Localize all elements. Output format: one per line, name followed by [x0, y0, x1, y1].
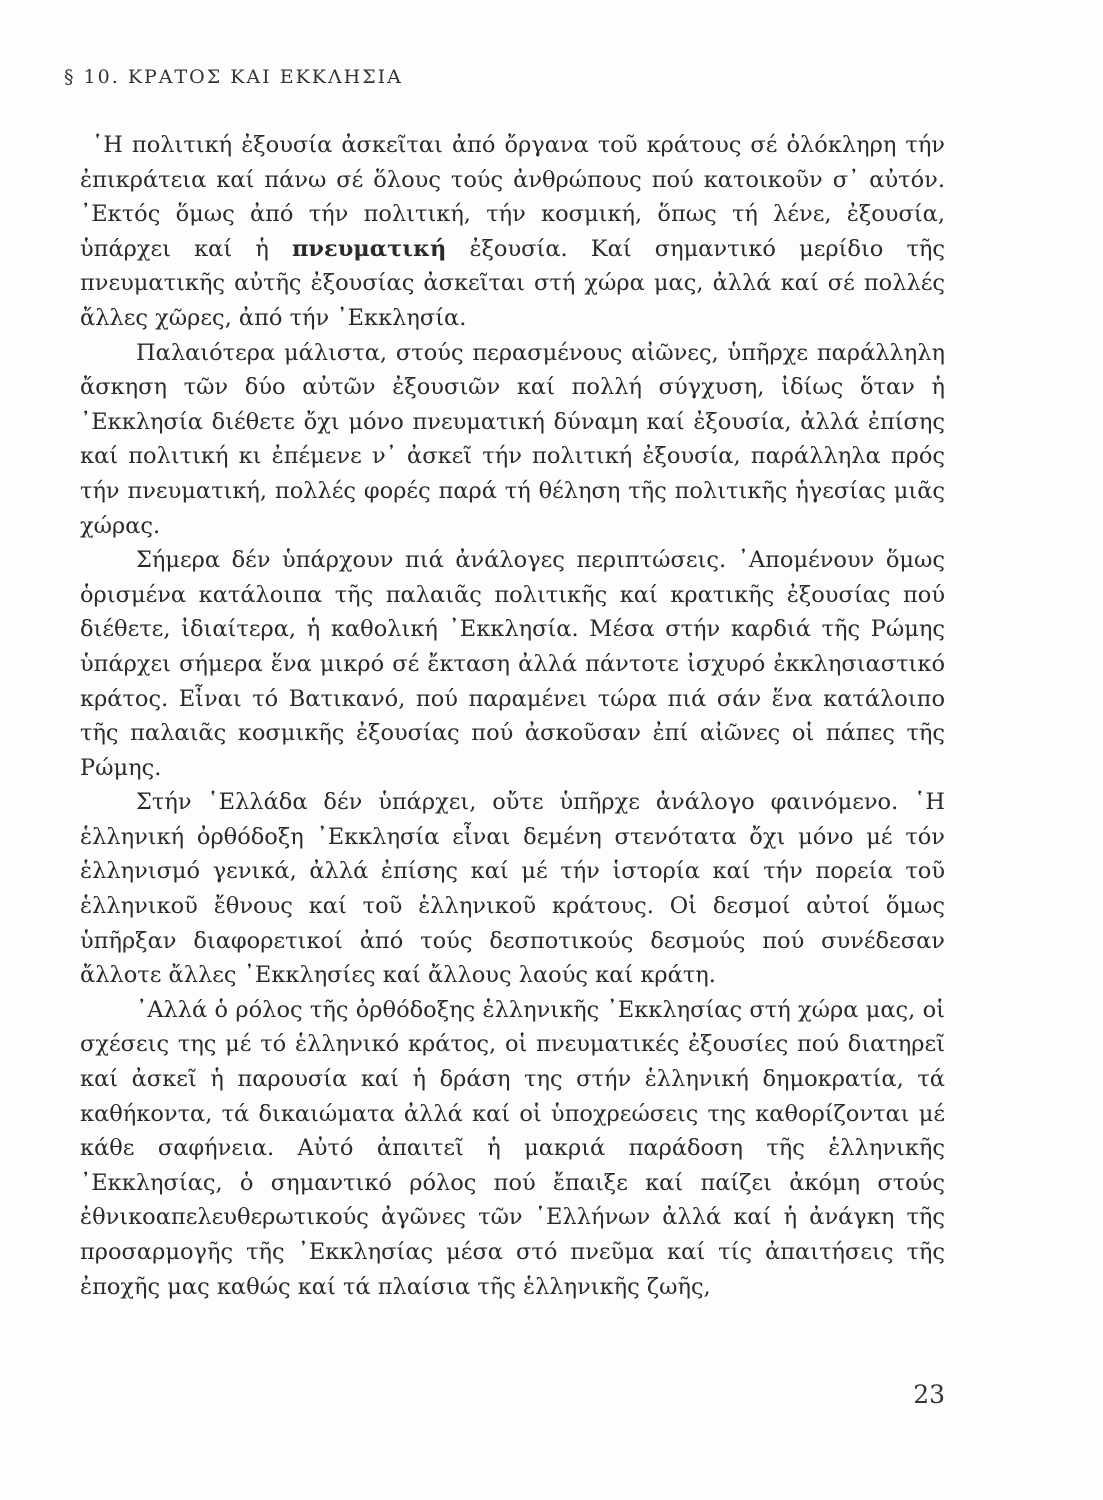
- section-number: § 10.: [64, 66, 120, 88]
- paragraph-5: ᾽Αλλά ὁ ρόλος τῆς ὀρθόδοξης ἑλληνικῆς ᾽Εκκλησίας στή χώρα μας, οἱ σχέσεις της μέ τό ἑλληνικό κράτος, οἱ πνευματικές ἐξουσίες πού διατηρεῖ καί ἀσκεῖ ἡ παρουσία καί ἡ δράση της στήν ἑλληνική δημοκρατία, τά καθήκοντα, τά δικαιώματα ἀλλά καί οἱ ὑποχρεώσεις της καθορίζονται μέ κάθε σαφήνεια. Αὐτό ἀπαιτεῖ ἡ μακριά παράδοση τῆς ἑλληνικῆς ᾽Εκκλησίας, ὁ σημαντικό ρόλος πού ἔπαιξε καί παίζει ἀκόμη στούς ἐθνικοαπελευθερωτικούς ἀγῶνες τῶν ῾Ελλήνων ἀλλά καί ἡ ἀνάγκη τῆς προσαρμογῆς τῆς ᾽Εκκλησίας μέσα στό πνεῦμα καί τίς ἀπαιτήσεις τῆς ἐποχῆς μας καθώς καί τά πλαίσια τῆς ἑλληνικῆς ζωῆς,: [80, 996, 945, 1300]
- emphasized-term: πνευματική: [291, 235, 447, 262]
- paragraph-4: Στήν ῾Ελλάδα δέν ὑπάρχει, οὔτε ὑπῆρχε ἀνάλογο φαινόμενο. ῾Η ἑλληνική ὀρθόδοξη ᾽Εκκλησία εἶναι δεμένη στενότατα ὄχι μόνο μέ τόν ἑλληνισμό γενικά, ἀλλά ἐπίσης καί μέ τήν ἱστορία καί τήν πορεία τοῦ ἑλληνικοῦ ἔθνους καί τοῦ ἑλληνικοῦ κράτους. Οἱ δεσμοί αὐτοί ὅμως ὑπῆρξαν διαφορετικοί ἀπό τούς δεσποτικούς δεσμούς πού συνέδεσαν ἄλλοτε ἄλλες ᾽Εκκλησίες καί ἄλλους λαούς καί κράτη.: [80, 789, 945, 989]
- paragraph-1: [80, 128, 945, 336]
- page-number: 23: [913, 1380, 945, 1409]
- paragraph-1-part-b: ἐξουσία. Καί σημαντικό μερίδιο τῆς πνευματικῆς αὐτῆς ἐξουσίας ἀσκεῖται στή χώρα μας, ἀλλά καί σέ πολλές ἄλλες χῶρες, ἀπό τήν ᾽Εκκλησία.: [80, 235, 945, 331]
- section-heading: [64, 66, 403, 88]
- paragraph-2: Παλαιότερα μάλιστα, στούς περασμένους αἰῶνες, ὑπῆρχε παράλληλη ἄσκηση τῶν δύο αὐτῶν ἐξουσιῶν καί πολλή σύγχυση, ἰδίως ὅταν ἡ ᾽Εκκλησία διέθετε ὄχι μόνο πνευματική δύναμη καί ἐξουσία, ἀλλά ἐπίσης καί πολιτική κι ἐπέμενε ν᾽ ἀσκεῖ τήν πολιτική ἐξουσία, παράλληλα πρός τήν πνευματική, πολλές φορές παρά τή θέληση τῆς πολιτικῆς ἡγεσίας μιᾶς χώρας.: [80, 339, 945, 539]
- section-title: ΚΡΑΤΟΣ ΚΑΙ ΕΚΚΛΗΣΙΑ: [127, 66, 403, 88]
- paragraph-1-part-a: ῾Η πολιτική ἐξουσία ἀσκεῖται ἀπό ὄργανα τοῦ κράτους σέ ὁλόκληρη τήν ἐπικράτεια καί πάνω σέ ὅλους τούς ἀνθρώπους πού κατοικοῦν σ᾽ αὐτόν. ᾽Εκτός ὅμως ἀπό τήν πολιτική, τήν κοσμική, ὅπως τή λένε, ἐξουσία, ὑπάρχει καί ἡ: [80, 132, 945, 262]
- paragraph-3: Σήμερα δέν ὑπάρχουν πιά ἀνάλογες περιπτώσεις. ᾽Απομένουν ὅμως ὁρισμένα κατάλοιπα τῆς παλαιᾶς πολιτικῆς καί κρατικῆς ἐξουσίας πού διέθετε, ἰδιαίτερα, ἡ καθολική ᾽Εκκλησία. Μέσα στήν καρδιά τῆς Ρώμης ὑπάρχει σήμερα ἕνα μικρό σέ ἔκταση ἀλλά πάντοτε ἰσχυρό ἐκκλησιαστικό κράτος. Εἶναι τό Βατικανό, πού παραμένει τώρα πιά σάν ἕνα κατάλοιπο τῆς παλαιᾶς κοσμικῆς ἐξουσίας πού ἀσκοῦσαν ἐπί αἰῶνες οἱ πάπες τῆς Ρώμης.: [80, 547, 945, 781]
- body-text: [80, 128, 945, 1304]
